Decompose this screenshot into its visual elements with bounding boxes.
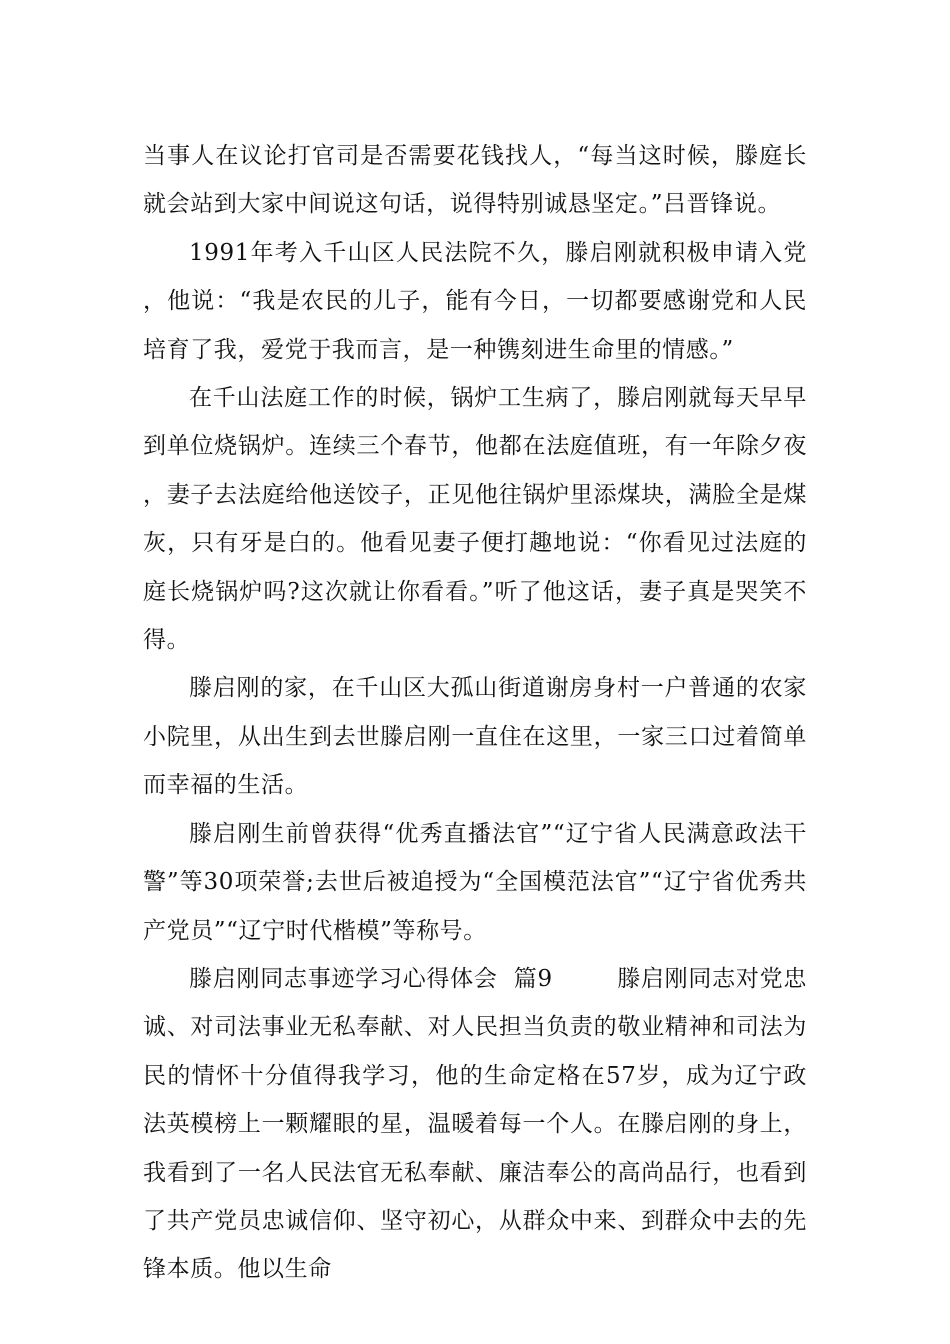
paragraph-3: 在千山法庭工作的时候，锅炉工生病了，滕启刚就每天早早到单位烧锅炉。连续三个春节，他都在法庭值班，有一年除夕夜，妻子去法庭给他送饺子，正见他往锅炉里添煤块，满脸全是煤灰，只有牙是白的。他看见妻子便打趣地说：“你看见过法庭的庭长烧锅炉吗?这次就让你看看。”听了他这话，妻子真是哭笑不得。 (143, 385, 807, 654)
paragraph-6: 滕启刚同志事迹学习心得体会 篇9 滕启刚同志对党忠诚、对司法事业无私奉献、对人民担当负责的敬业精神和司法为民的情怀十分值得我学习，他的生命定格在57岁，成为辽宁政法英模榜上一颗耀眼的星，温暖着每一个人。在滕启刚的身上，我看到了一名人民法官无私奉献、廉洁奉公的高尚品行，也看到了共产党员忠诚信仰、坚守初心，从群众中来、到群众中去的先锋本质。他以生命 (143, 965, 807, 1283)
paragraph-4: 滕启刚的家，在千山区大孤山街道谢房身村一户普通的农家小院里，从出生到去世滕启刚一直住在这里，一家三口过着简单而幸福的生活。 (143, 675, 807, 799)
paragraph-2: 1991年考入千山区人民法院不久，滕启刚就积极申请入党，他说：“我是农民的儿子，能有今日，一切都要感谢党和人民培育了我，爱党于我而言，是一种镌刻进生命里的情感。” (143, 239, 807, 363)
paragraph-5: 滕启刚生前曾获得“优秀直播法官”“辽宁省人民满意政法干警”等30项荣誉;去世后被追授为“全国模范法官”“辽宁省优秀共产党员”“辽宁时代楷模”等称号。 (143, 820, 807, 944)
paragraph-1: 当事人在议论打官司是否需要花钱找人，“每当这时候，滕庭长就会站到大家中间说这句话，说得特别诚恳坚定。”吕晋锋说。 (143, 143, 807, 218)
document-page (143, 132, 807, 1294)
